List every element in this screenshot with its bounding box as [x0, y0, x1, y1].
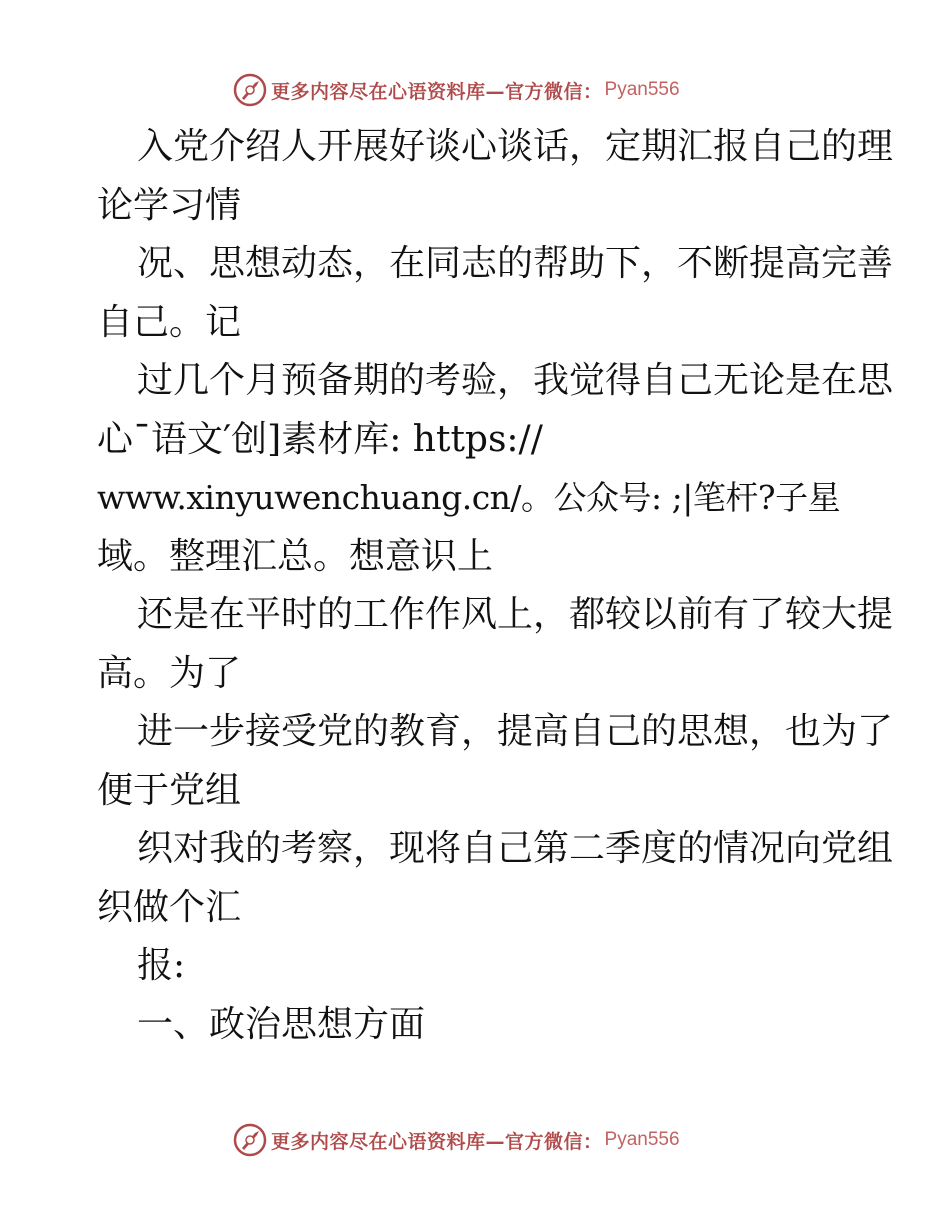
body-line: www.xinyuwenchuang.cn/。公众号: ;|笔杆?子星 — [97, 478, 841, 517]
body-line: 域。整理汇总。想意识上 — [97, 535, 494, 577]
body-line: 便于党组 — [97, 769, 242, 811]
section-heading: 一、政治思想方面 — [137, 1003, 426, 1045]
quill-pen-logo-icon — [233, 73, 267, 107]
body-line: 还是在平时的工作作风上，都较以前有了较大提 — [137, 594, 894, 635]
footer-banner-id: Pyan556 — [604, 1129, 680, 1150]
body-line: 进一步接受党的教育，提高自己的思想，也为了 — [137, 711, 894, 752]
body-line: 自己。记 — [97, 301, 242, 343]
body-line: 高。为了 — [97, 652, 242, 694]
body-line: 入党介绍人开展好谈心谈话，定期汇报自己的理 — [137, 126, 894, 167]
header-banner — [233, 72, 680, 108]
header-banner-id: Pyan556 — [604, 79, 680, 100]
document-body — [97, 118, 894, 1054]
quill-pen-logo-icon — [233, 1123, 267, 1157]
body-line: 况、思想动态，在同志的帮助下，不断提高完善 — [137, 243, 894, 284]
header-banner-text: 更多内容尽在心语资料库—官方微信： — [271, 80, 603, 103]
body-line: 报: — [137, 945, 186, 986]
body-line: 心¯语文′创]素材库: https:// — [97, 418, 543, 460]
footer-banner-text: 更多内容尽在心语资料库—官方微信： — [271, 1130, 603, 1153]
footer-banner — [233, 1122, 680, 1158]
body-line: 织做个汇 — [97, 886, 242, 928]
body-line: 织对我的考察，现将自己第二季度的情况向党组 — [137, 828, 894, 869]
body-line: 过几个月预备期的考验，我觉得自己无论是在思 — [137, 360, 894, 401]
body-line: 论学习情 — [97, 184, 242, 226]
